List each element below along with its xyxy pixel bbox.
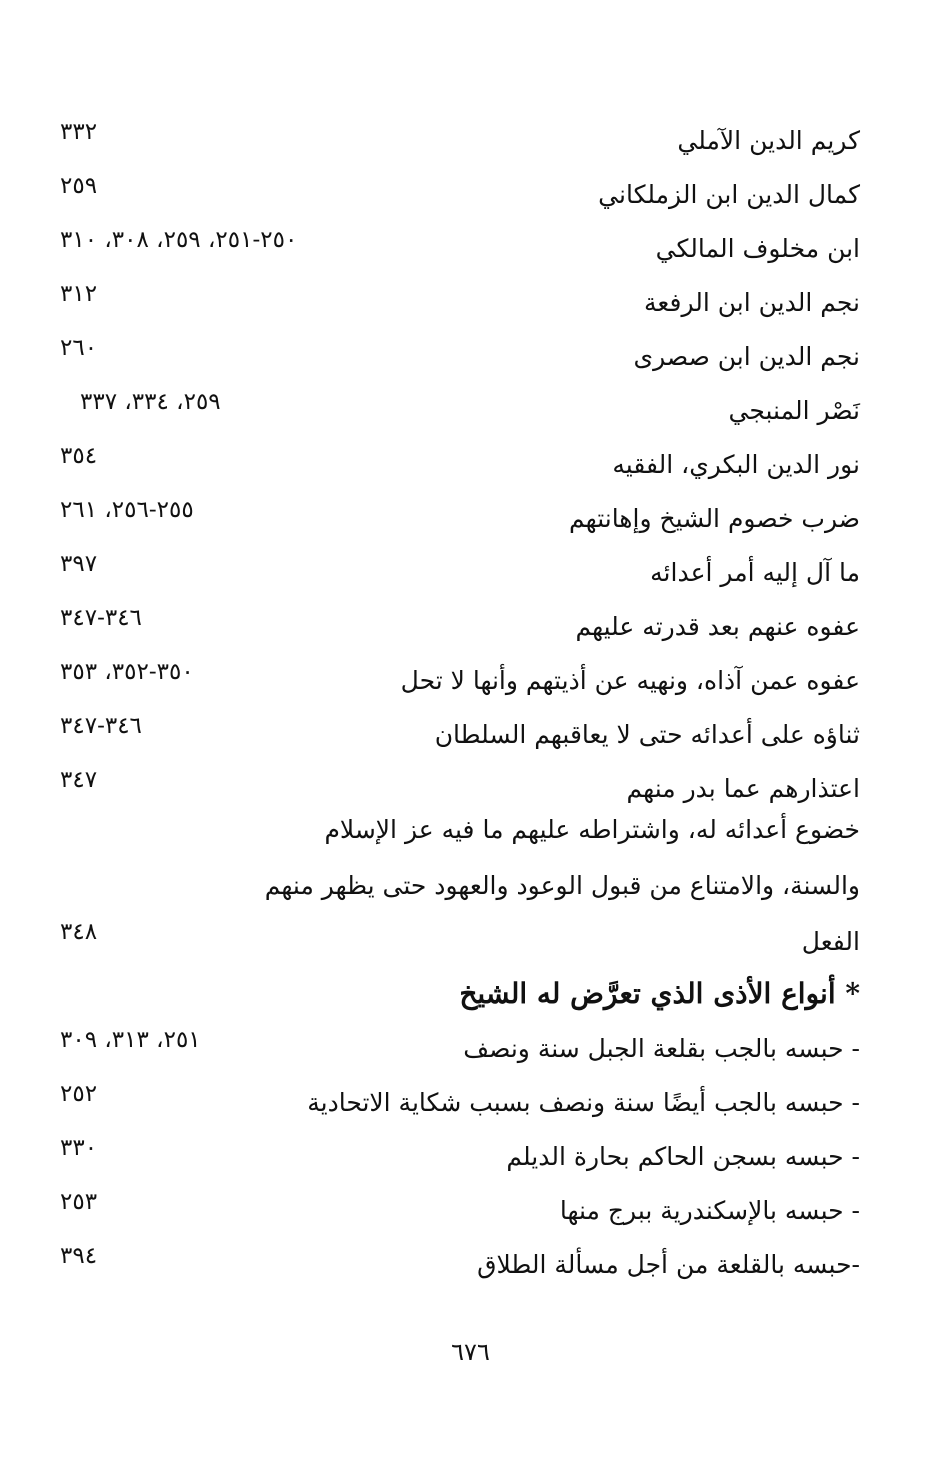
sub-entry-label: - حبسه بالجب أيضًا سنة ونصف بسبب شكاية الاتحادية bbox=[307, 1088, 860, 1117]
entry-pages: ٢٥٠-٢٥١، ٢٥٩، ٣٠٨، ٣١٠ bbox=[60, 227, 298, 253]
multi-line-1: خضوع أعدائه له، واشتراطه عليهم ما فيه عز الإسلام bbox=[324, 815, 860, 844]
sub-entry-label: -حبسه بالقلعة من أجل مسألة الطلاق bbox=[477, 1250, 860, 1279]
entry-pages: ٣٤٦-٣٤٧ bbox=[60, 605, 142, 631]
entry-label: نجم الدين ابن صصرى bbox=[633, 342, 860, 371]
entry-pages: ٢٥٩ bbox=[60, 173, 98, 199]
sub-entry-pages: ٢٥٢ bbox=[60, 1081, 98, 1107]
index-entry bbox=[60, 168, 860, 222]
entry-label: نجم الدين ابن الرفعة bbox=[644, 288, 860, 317]
index-entry bbox=[60, 330, 860, 384]
entry-label: عفوه عنهم بعد قدرته عليهم bbox=[575, 612, 860, 641]
entry-label: ضرب خصوم الشيخ وإهانتهم bbox=[569, 504, 860, 533]
entry-label: كريم الدين الآملي bbox=[677, 126, 860, 155]
entry-pages: ٢٥٩، ٣٣٤، ٣٣٧ bbox=[80, 389, 221, 415]
sub-entry bbox=[60, 1184, 860, 1238]
multi-line-2: والسنة، والامتناع من قبول الوعود والعهود حتى يظهر منهم bbox=[264, 871, 860, 900]
index-entry bbox=[60, 546, 860, 600]
sub-entry-pages: ٢٥٣ bbox=[60, 1189, 98, 1215]
sub-entry bbox=[60, 1076, 860, 1130]
sub-entry-label: - حبسه بالجب بقلعة الجبل سنة ونصف bbox=[463, 1034, 860, 1063]
page-number: ٦٧٦ bbox=[451, 1338, 490, 1366]
multi-line-text bbox=[264, 802, 860, 970]
sub-entry bbox=[60, 1130, 860, 1184]
index-entry bbox=[60, 438, 860, 492]
index-entry bbox=[60, 222, 860, 276]
entry-label: اعتذارهم عما بدر منهم bbox=[626, 774, 860, 803]
index-entry bbox=[60, 276, 860, 330]
entry-pages: ٣٤٧ bbox=[60, 767, 98, 793]
index-entry bbox=[60, 654, 860, 708]
entry-label: نَصْر المنبجي bbox=[728, 396, 860, 425]
section-heading: * أنواع الأذى الذي تعرَّض له الشيخ bbox=[459, 977, 860, 1010]
entry-pages: ٣٩٧ bbox=[60, 551, 98, 577]
sub-entry-pages: ٢٥١، ٣١٣، ٣٠٩ bbox=[60, 1027, 201, 1053]
entry-pages: ٢٦٠ bbox=[60, 335, 98, 361]
index-entry bbox=[60, 384, 860, 438]
entry-pages: ٣٥٤ bbox=[60, 443, 98, 469]
sub-entry-pages: ٣٣٠ bbox=[60, 1135, 98, 1161]
sub-entry-label: - حبسه بسجن الحاكم بحارة الديلم bbox=[506, 1142, 860, 1171]
multi-entry-pages: ٣٤٨ bbox=[60, 919, 98, 945]
index-entry bbox=[60, 708, 860, 762]
entry-pages: ٢٥٥-٢٥٦، ٢٦١ bbox=[60, 497, 194, 523]
entry-label: ثناؤه على أعدائه حتى لا يعاقبهم السلطان bbox=[434, 720, 860, 749]
entry-pages: ٣٣٢ bbox=[60, 119, 98, 145]
sub-entry-pages: ٣٩٤ bbox=[60, 1243, 98, 1269]
index-entry bbox=[60, 600, 860, 654]
entry-pages: ٣٤٦-٣٤٧ bbox=[60, 713, 142, 739]
index-entry bbox=[60, 114, 860, 168]
multi-line-3: الفعل bbox=[801, 927, 860, 956]
entry-label: عفوه عمن آذاه، ونهيه عن أذيتهم وأنها لا تحل bbox=[400, 666, 860, 695]
sub-entry-label: - حبسه بالإسكندرية ببرج منها bbox=[559, 1196, 860, 1225]
entry-label: نور الدين البكري، الفقيه bbox=[612, 450, 860, 479]
entry-label: ما آل إليه أمر أعدائه bbox=[650, 558, 860, 587]
entry-label: كمال الدين ابن الزملكاني bbox=[598, 180, 860, 209]
entry-label: ابن مخلوف المالكي bbox=[655, 234, 860, 263]
entry-pages: ٣١٢ bbox=[60, 281, 98, 307]
sub-entry bbox=[60, 1022, 860, 1076]
entry-pages: ٣٥٠-٣٥٢، ٣٥٣ bbox=[60, 659, 194, 685]
sub-entry bbox=[60, 1238, 860, 1292]
multi-line-entry bbox=[60, 802, 860, 972]
index-entry bbox=[60, 492, 860, 546]
